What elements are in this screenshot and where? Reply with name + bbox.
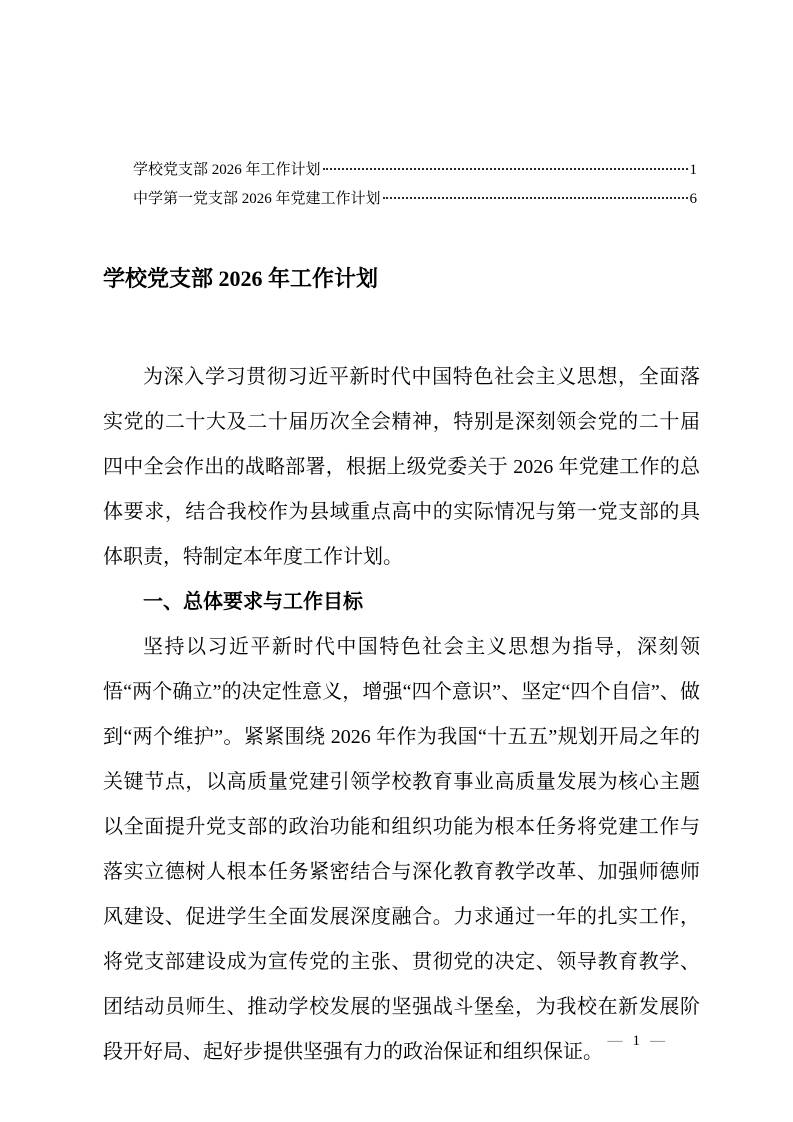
toc-entry-1[interactable] [133,158,697,187]
toc-dotted-leader [323,168,688,170]
toc-entry-title: 中学第一党支部 2026 年党建工作计划 [133,191,381,207]
document-body [103,355,700,1075]
toc-entry-2[interactable] [133,187,697,216]
paragraph-overall-requirements: 坚持以习近平新时代中国特色社会主义思想为指导，深刻领悟“两个确立”的决定性意义，增强“四个意识”、坚定“四个自信”、做到“两个维护”。紧紧围绕 2026 年作为我国“十五五”规划开局之年的关键节点，以高质量党建引领学校教育事业高质量发展为核心主题以全面提升党支部的政治功能和组织功能为根本任务将党建工作与落实立德树人根本任务紧密结合与深化教育教学改革、加强师德师风建设、促进学生全面发展深度融合。力求通过一年的扎实工作，将党支部建设成为宣传党的主张、贯彻党的决定、领导教育教学、团结动员师生、推动学校发展的坚强战斗堡垒，为我校在新发展阶段开好局、起好步提供坚强有力的政治保证和组织保证。 [103,636,700,1063]
toc-page-number: 1 [689,162,697,178]
page-footer [608,1031,666,1051]
section-heading-1: 一、总体要求与工作目标 [143,591,363,613]
toc-entry-title: 学校党支部 2026 年工作计划 [133,162,321,178]
table-of-contents [133,158,697,216]
toc-dotted-leader [383,197,688,199]
footer-page-number: 1 [632,1033,640,1049]
footer-dash-left: — [607,1033,623,1049]
paragraph-introduction: 为深入学习贯彻习近平新时代中国特色社会主义思想，全面落实党的二十大及二十届历次全会精神，特别是深刻领会党的二十届四中全会作出的战略部署，根据上级党委关于 2026 年党建工作的总体要求，结合我校作为县域重点高中的实际情况与第一党支部的具体职责，特制定本年度工作计划。 [103,366,700,568]
document-title: 学校党支部 2026 年工作计划 [103,266,379,291]
toc-page-number: 6 [689,191,697,207]
footer-dash-right: — [650,1033,665,1049]
